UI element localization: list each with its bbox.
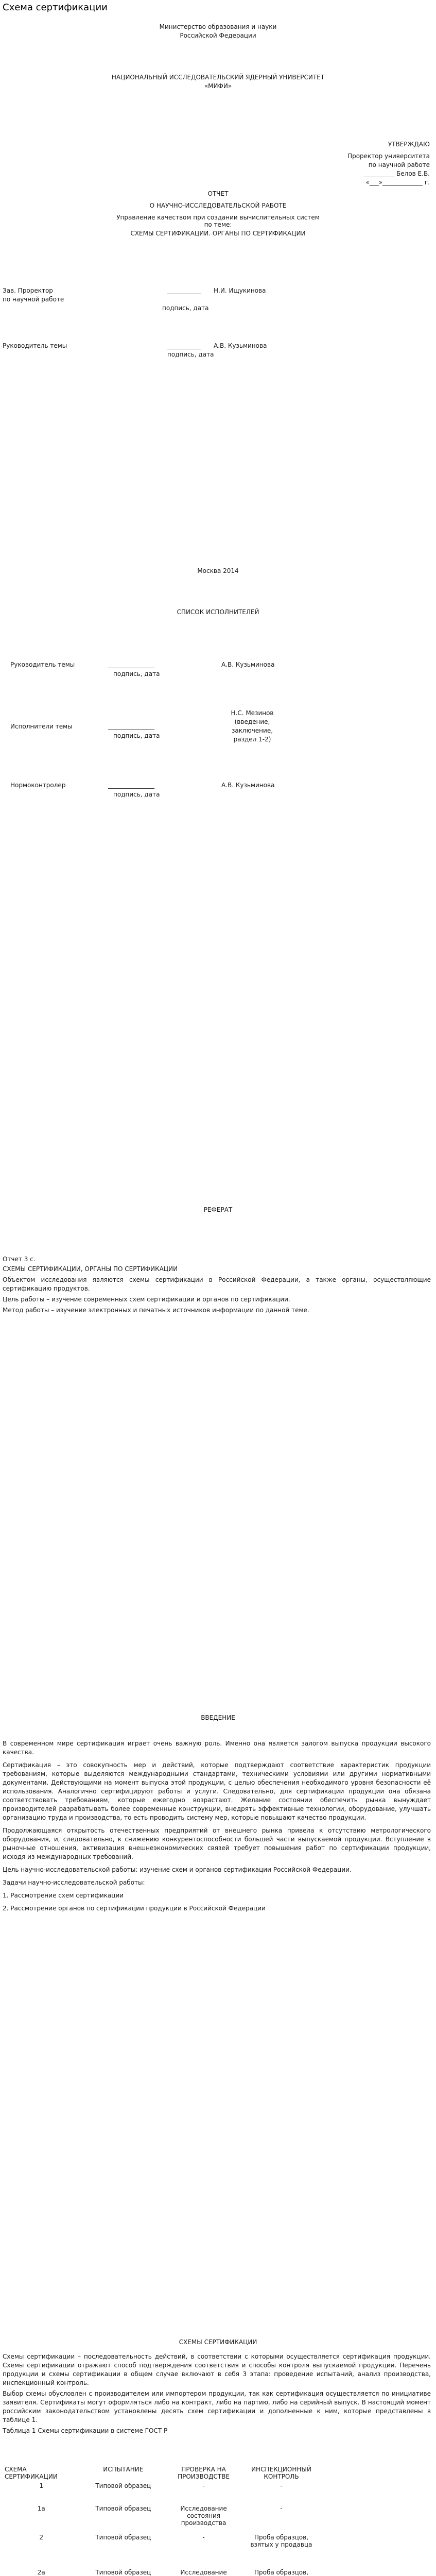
table-cell: 2а bbox=[37, 2569, 45, 2576]
intro-paragraph: Сертификация – это совокупность мер и действий, которые подтверждают соответствие характеристик продукции требованиям, которые выделяются международными стандартами, техническими условиями или другими нормативными документами. Действующими на момент выпуска этой продукции, с целью обеспечения необходимого уровня безопасности её использования. Аналогично сертифицируют работы и услуги. Следовательно, для сертификации продукции она обязана соответствовать требованиям, которые ежегодно возрастают. Желание состоянии обеспечить рынка вынуждает производителей разрабатывать более современные конструкции, внедрять эффективные технологии, оборудование, улучшать организацию труда и производства, то есть проводить систему мер, которые повышают качество продукции. bbox=[3, 1761, 431, 1821]
performer-name: А.В. Кузьминова bbox=[221, 661, 275, 668]
table-row bbox=[3, 2504, 322, 2533]
table-cell: - bbox=[280, 2482, 283, 2489]
table-cell: 2 bbox=[39, 2534, 44, 2541]
abstract-paragraph: Объектом исследования являются схемы сертификации в Российской Федерации, а также органы, осуществляющие сертификацию продуктов. bbox=[3, 1276, 431, 1292]
table-cell: Типовой образец bbox=[95, 2482, 151, 2489]
approval-block bbox=[347, 140, 430, 187]
performer-caption: подпись, дата bbox=[113, 670, 160, 677]
signer-line: ___________ bbox=[167, 342, 201, 349]
performer-role: Исполнители темы bbox=[10, 723, 73, 730]
intro-title: ВВЕДЕНИЕ bbox=[201, 1714, 235, 1721]
university-header bbox=[0, 73, 436, 91]
schemes-paragraph: Схемы сертификации – последовательность действий, в соответствии с которыми осуществляется сертификация продукции. Схемы сертификации отражают способ подтверждения соответствия и способы контроля выпускаемой продукции. Перечень продукции и схемы сертификации в общем случае включают в себя 3 этапа: проведение испытаний, анализ производства, инспекционный контроль. bbox=[3, 2353, 431, 2386]
university-short-name: «МИФИ» bbox=[204, 82, 232, 90]
ministry-text: Министерство образования и науки bbox=[159, 23, 277, 30]
column-header: ИНСПЕКЦИОННЫЙ КОНТРОЛЬ bbox=[251, 2466, 311, 2480]
table-caption: Таблица 1 Схемы сертификации в системе ГОСТ Р bbox=[3, 2427, 168, 2434]
intro-paragraph: Задачи научно-исследовательской работы: bbox=[3, 1879, 145, 1886]
approve-title: УТВЕРЖДАЮ bbox=[388, 141, 430, 148]
performer-role: Руководитель темы bbox=[10, 661, 75, 668]
table-cell: Исследование состояния производства bbox=[180, 2505, 227, 2527]
report-header bbox=[0, 190, 436, 222]
column-header: СХЕМА СЕРТИФИКАЦИИ bbox=[5, 2466, 58, 2480]
signer-1 bbox=[3, 286, 266, 313]
column-header: ПРОВЕРКА НА ПРОИЗВОДСТВЕ bbox=[178, 2466, 230, 2480]
signer-2 bbox=[3, 333, 267, 359]
signer-caption: подпись, дата bbox=[167, 351, 214, 358]
signer-role: Руководитель темы bbox=[3, 342, 67, 349]
signer-caption: подпись, дата bbox=[162, 304, 209, 312]
approve-role-2: по научной работе bbox=[368, 161, 430, 168]
report-info: Отчет 3 с. bbox=[3, 1256, 36, 1263]
signer-name: А.В. Кузьминова bbox=[214, 342, 267, 349]
abstract-paragraph: Метод работы – изучение электронных и печатных источников информации по данной теме. bbox=[3, 1307, 309, 1314]
table-cell: Типовой образец bbox=[95, 2534, 151, 2541]
country-text: Российской Федерации bbox=[180, 32, 256, 39]
table-cell: Типовой образец bbox=[95, 2569, 151, 2576]
ministry-header bbox=[0, 23, 436, 40]
topic-text: СХЕМЫ СЕРТИФИКАЦИИ. ОРГАНЫ ПО СЕРТИФИКАЦИИ bbox=[130, 230, 306, 237]
performer-name: А.В. Кузьминова bbox=[221, 782, 275, 789]
performers-title: СПИСОК ИСПОЛНИТЕЛЕЙ bbox=[177, 608, 259, 616]
intro-paragraph: В современном мире сертификация играет очень важную роль. Именно она является залогом выпуска продукции высокого качества. bbox=[3, 1740, 431, 1756]
table-cell: - bbox=[280, 2505, 283, 2512]
report-subtitle: О НАУЧНО-ИССЛЕДОВАТЕЛЬСКОЙ РАБОТЕ bbox=[149, 202, 287, 209]
intro-paragraph: Цель научно-исследовательской работы: изучение схем и органов сертификации Российской Федерации. bbox=[3, 1866, 352, 1873]
intro-list-item: 2. Рассмотрение органов по сертификации продукции в Российской Федерации bbox=[3, 1905, 266, 1912]
signer-role: Зав. Проректор bbox=[3, 287, 53, 294]
report-department: Управление качеством при создании вычислительных систем bbox=[116, 214, 320, 221]
table-cell: - bbox=[202, 2482, 205, 2489]
schemes-paragraph: Выбор схемы обусловлен с производителем или импортером продукции, так как сертификация осуществляется по инициативе заявителя. Сертификаты могут оформляться либо на контракт, либо на партию, либо на серийный выпуск. В настоящий момент российским законодательством установлены десять схем сертификации и дополненные к ним, которые представлены в таблице 1. bbox=[3, 2390, 431, 2424]
table-cell: - bbox=[202, 2534, 205, 2541]
topic-block bbox=[0, 221, 436, 238]
abstract-body bbox=[3, 1255, 431, 1315]
table-header-row bbox=[3, 2465, 322, 2481]
abstract-title: РЕФЕРАТ bbox=[203, 1206, 233, 1213]
performer-caption: подпись, дата bbox=[113, 732, 160, 739]
approve-date: «___»_____________ г. bbox=[365, 179, 430, 186]
performer-caption: подпись, дата bbox=[113, 791, 160, 798]
performer-line: _______________ bbox=[108, 782, 154, 789]
schemes-body bbox=[3, 2352, 431, 2435]
table-cell: Проба образцов, bbox=[254, 2569, 309, 2576]
abstract-paragraph: Цель работы – изучение современных схем сертификации и органов по сертификации. bbox=[3, 1296, 290, 1303]
signer-name: Н.И. Ищукинова bbox=[214, 287, 266, 294]
performer-role: Нормоконтролер bbox=[10, 782, 66, 789]
approve-sign: __________ Белов Е.Б. bbox=[363, 170, 430, 177]
column-header: ИСПЫТАНИЕ bbox=[103, 2466, 144, 2473]
table-row bbox=[3, 2568, 322, 2576]
university-name: НАЦИОНАЛЬНЫЙ ИССЛЕДОВАТЕЛЬСКИЙ ЯДЕРНЫЙ УНИВЕРСИТЕТ bbox=[111, 74, 325, 81]
topic-label: по теме: bbox=[204, 221, 232, 228]
performer-row bbox=[10, 709, 299, 743]
report-title: ОТЧЕТ bbox=[207, 190, 229, 197]
approve-role-1: Проректор университета bbox=[347, 152, 430, 160]
performer-line: _______________ bbox=[108, 723, 154, 730]
intro-body bbox=[3, 1739, 431, 1913]
performer-row bbox=[10, 781, 299, 799]
table-cell: 1а bbox=[37, 2505, 45, 2512]
table-cell: Проба образцов, взятых у продавца bbox=[250, 2534, 312, 2548]
city-year: Москва 2014 bbox=[197, 567, 239, 574]
performer-line: _______________ bbox=[108, 661, 154, 668]
table-row bbox=[3, 2481, 322, 2504]
table-cell: Исследование bbox=[180, 2569, 227, 2576]
schemes-title: СХЕМЫ СЕРТИФИКАЦИИ bbox=[179, 2338, 257, 2346]
page-title: Схема сертификации bbox=[3, 2, 108, 13]
keywords: СХЕМЫ СЕРТИФИКАЦИИ, ОРГАНЫ ПО СЕРТИФИКАЦИИ bbox=[3, 1265, 178, 1273]
signer-role-2: по научной работе bbox=[3, 296, 64, 303]
intro-paragraph: Продолжающаяся открытость отечественных предприятий от внешнего рынка привела к отсутствию метрологического оборудования, и, следовательно, к снижению конкурентоспособности большей части выпускаемой продукции. Вступление в рыночные отношения, активизация внешнеэкономических связей требует повышения работ по сертификации продукции, исходя из международных требований. bbox=[3, 1827, 431, 1860]
table-cell: 1 bbox=[39, 2482, 44, 2489]
performer-row bbox=[10, 660, 299, 679]
signer-line: ___________ bbox=[167, 287, 201, 294]
table-cell: Типовой образец bbox=[95, 2505, 151, 2512]
table-row bbox=[3, 2533, 322, 2568]
intro-list-item: 1. Рассмотрение схем сертификации bbox=[3, 1892, 124, 1899]
schemes-table bbox=[3, 2465, 322, 2576]
performer-name: Н.С. Мезинов (введение, заключение, раздел 1-2) bbox=[231, 709, 274, 743]
